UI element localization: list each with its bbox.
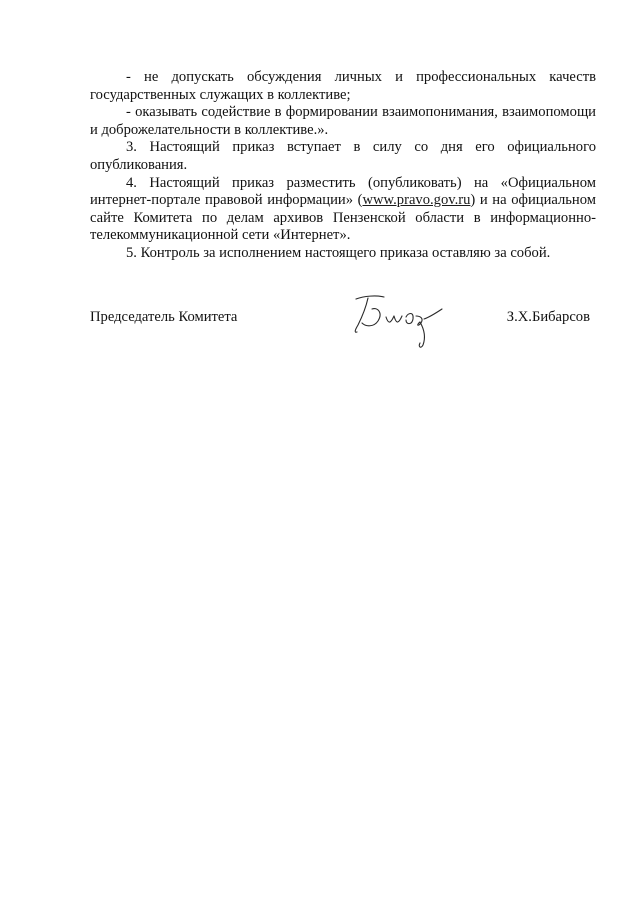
pravo-link[interactable]: www.pravo.gov.ru xyxy=(362,192,471,209)
item4-text-before: 4. Настоящий приказ разместить (опубликовать) на «Официальном интернет-портале правовой информации» ( xyxy=(90,174,596,209)
paragraph-assistance: - оказывать содействие в формировании взаимопонимания, взаимопомощи и доброжелательности в коллективе.». xyxy=(90,104,596,138)
handwritten-signature xyxy=(350,289,450,351)
paragraph-item-4 xyxy=(90,175,596,245)
signature-block xyxy=(90,289,596,359)
signatory-title: Председатель Комитета xyxy=(90,309,238,325)
signatory-name: З.Х.Бибарсов xyxy=(506,309,590,325)
document-body xyxy=(90,69,596,263)
paragraph-item-5: 5. Контроль за исполнением настоящего приказа оставляю за собой. xyxy=(126,244,551,261)
item4-text-after: ) и на официальном сайте Комитета по делам архивов Пензенской области в информационно-телекоммуникационной сети «Интернет». xyxy=(90,192,596,244)
paragraph-no-discussion: - не допускать обсуждения личных и профессиональных качеств государственных служащих в коллективе; xyxy=(90,69,596,103)
paragraph-item-3: 3. Настоящий приказ вступает в силу со дня его официального опубликования. xyxy=(90,139,596,173)
